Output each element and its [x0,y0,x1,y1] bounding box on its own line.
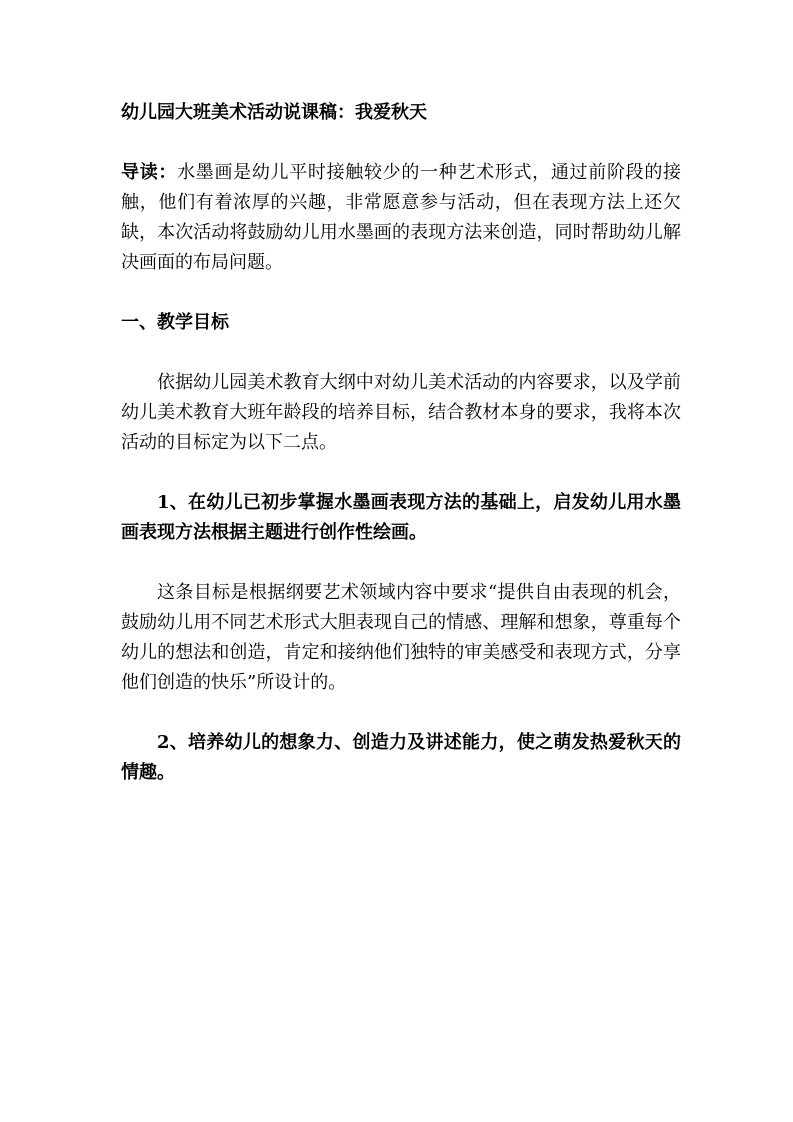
goal-1: 1、在幼儿已初步掌握水墨画表现方法的基础上，启发幼儿用水墨画表现方法根据主题进行创作性绘画。 [121,492,681,543]
intro-paragraph [121,158,681,278]
goals-basis-paragraph: 依据幼儿园美术教育大纲中对幼儿美术活动的内容要求，以及学前幼儿美术教育大班年龄段的培养目标，结合教材本身的要求，我将本次活动的目标定为以下二点。 [121,372,681,453]
document-body [121,98,681,818]
section-heading-teaching-goals: 一、教学目标 [121,312,229,333]
document-title: 幼儿园大班美术活动说课稿：我爱秋天 [121,102,427,123]
goal-1-explanation: 这条目标是根据纲要艺术领域内容中要求“提供自由表现的机会，鼓励幼儿用不同艺术形式大胆表现自己的情感、理解和想象，尊重每个幼儿的想法和创造，肯定和接纳他们独特的审美感受和表现方式，分享他们创造的快乐”所设计的。 [121,582,681,693]
intro-label: 导读： [121,162,178,183]
intro-text: 水墨画是幼儿平时接触较少的一种艺术形式，通过前阶段的接触，他们有着浓厚的兴趣，非常愿意参与活动，但在表现方法上还欠缺，本次活动将鼓励幼儿用水墨画的表现方法来创造，同时帮助幼儿解决画面的布局问题。 [121,162,682,273]
goal-2: 2、培养幼儿的想象力、创造力及讲述能力，使之萌发热爱秋天的情趣。 [121,732,681,783]
